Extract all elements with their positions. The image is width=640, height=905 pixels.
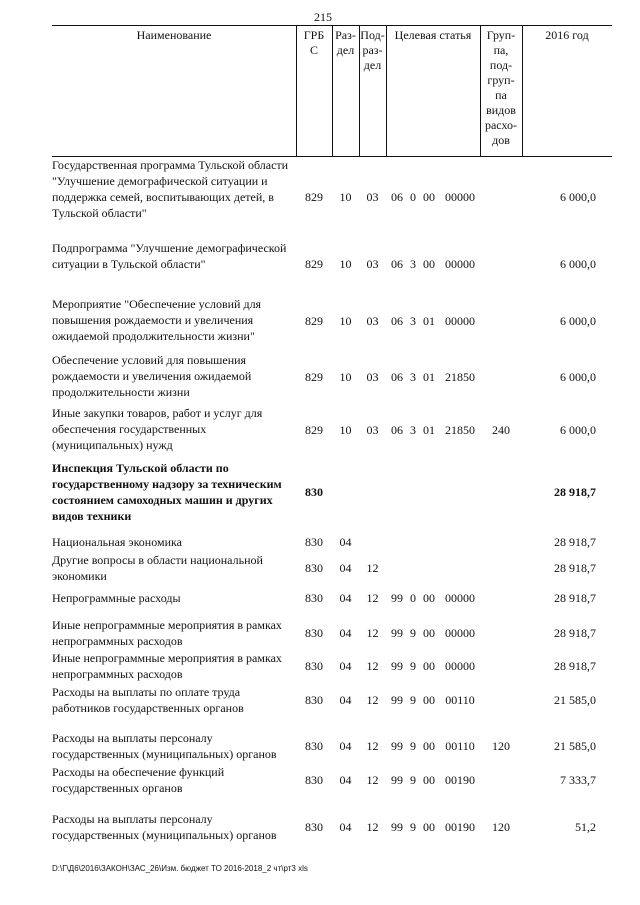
row-amount: 28 918,7 <box>554 591 596 605</box>
row-target-direction: 00000 <box>445 659 475 673</box>
row-grbs: 830 <box>305 820 323 834</box>
table-row <box>52 617 612 649</box>
row-target-program: 06 <box>391 370 403 384</box>
row-amount: 6 000,0 <box>560 370 596 384</box>
row-target-subprogram: 3 <box>410 314 416 328</box>
row-podrazdel: 12 <box>366 659 379 673</box>
row-target-subprogram: 3 <box>410 423 416 437</box>
row-expense-group: 120 <box>492 739 510 753</box>
row-grbs: 830 <box>305 773 323 787</box>
row-grbs: 829 <box>305 370 323 384</box>
row-target-event: 00 <box>423 257 435 271</box>
table-row <box>52 730 612 762</box>
row-target-event: 00 <box>423 773 435 787</box>
row-podrazdel: 12 <box>366 773 379 787</box>
row-podrazdel: 03 <box>366 314 379 328</box>
row-target-event: 01 <box>423 370 435 384</box>
table-header <box>52 25 612 157</box>
row-target-program: 99 <box>391 626 403 640</box>
row-target-direction: 00190 <box>445 820 475 834</box>
row-razdel: 04 <box>339 659 352 673</box>
row-grbs: 830 <box>305 693 323 707</box>
row-amount: 6 000,0 <box>560 257 596 271</box>
table-row <box>52 296 612 346</box>
table-row <box>52 590 612 606</box>
row-target-event: 01 <box>423 314 435 328</box>
budget-table <box>52 25 612 157</box>
row-target-program: 06 <box>391 257 403 271</box>
row-razdel: 10 <box>339 370 352 384</box>
row-target-subprogram: 9 <box>410 820 416 834</box>
row-grbs: 829 <box>305 314 323 328</box>
table-row <box>52 460 612 524</box>
row-grbs: 830 <box>305 739 323 753</box>
row-grbs: 830 <box>305 561 323 575</box>
row-amount: 21 585,0 <box>554 739 596 753</box>
row-amount: 6 000,0 <box>560 190 596 204</box>
row-name: Другие вопросы в области национальной экономики <box>52 553 263 583</box>
row-grbs: 829 <box>305 257 323 271</box>
row-amount: 51,2 <box>575 820 596 834</box>
row-name: Непрограммные расходы <box>52 591 181 605</box>
row-target-subprogram: 9 <box>410 659 416 673</box>
footer-file-path: D:\Г\Д6\2016\ЗАКОН\ЗАС_26\Изм. бюджет ТО 2016-2018_2 чт\рт3 xls <box>52 864 308 873</box>
row-target-direction: 00000 <box>445 591 475 605</box>
row-name: Расходы на обеспечение функций государственных органов <box>52 765 225 795</box>
row-target-direction: 21850 <box>445 423 475 437</box>
row-amount: 6 000,0 <box>560 314 596 328</box>
row-amount: 28 918,7 <box>554 485 596 499</box>
row-podrazdel: 12 <box>366 591 379 605</box>
row-amount: 6 000,0 <box>560 423 596 437</box>
row-amount: 28 918,7 <box>554 561 596 575</box>
row-podrazdel: 12 <box>366 561 379 575</box>
row-target-program: 06 <box>391 423 403 437</box>
header-target-article: Целевая статья <box>394 28 472 42</box>
row-target-direction: 00190 <box>445 773 475 787</box>
row-target-program: 99 <box>391 591 403 605</box>
row-target-program: 99 <box>391 739 403 753</box>
row-grbs: 829 <box>305 423 323 437</box>
row-podrazdel: 03 <box>366 190 379 204</box>
row-grbs: 829 <box>305 190 323 204</box>
row-grbs: 830 <box>305 485 323 499</box>
row-target-program: 99 <box>391 693 403 707</box>
row-podrazdel: 03 <box>366 370 379 384</box>
row-target-event: 00 <box>423 739 435 753</box>
row-podrazdel: 03 <box>366 257 379 271</box>
header-expense-group: Груп- па, под- груп- па видов расхо- дов <box>484 28 518 147</box>
row-razdel: 10 <box>339 190 352 204</box>
row-name: Иные непрограммные мероприятия в рамках непрограммных расходов <box>52 651 282 681</box>
row-target-event: 00 <box>423 820 435 834</box>
header-year: 2016 год <box>545 28 589 42</box>
row-razdel: 04 <box>339 591 352 605</box>
row-target-program: 99 <box>391 659 403 673</box>
row-name: Подпрограмма "Улучшение демографической ситуации в Тульской области" <box>52 241 287 271</box>
row-name: Инспекция Тульской области по государственному надзору за техническим состоянием самоходных машин и других видов техники <box>52 461 282 523</box>
table-row <box>52 684 612 716</box>
row-amount: 28 918,7 <box>554 535 596 549</box>
row-target-event: 00 <box>423 659 435 673</box>
row-podrazdel: 12 <box>366 626 379 640</box>
row-podrazdel: 12 <box>366 739 379 753</box>
row-razdel: 04 <box>339 561 352 575</box>
row-podrazdel: 12 <box>366 820 379 834</box>
row-target-direction: 00000 <box>445 626 475 640</box>
row-target-program: 99 <box>391 820 403 834</box>
row-target-direction: 21850 <box>445 370 475 384</box>
table-row <box>52 650 612 682</box>
row-razdel: 10 <box>339 314 352 328</box>
row-target-subprogram: 0 <box>410 591 416 605</box>
row-target-direction: 00110 <box>445 739 475 753</box>
row-target-subprogram: 9 <box>410 739 416 753</box>
row-razdel: 04 <box>339 693 352 707</box>
row-target-event: 00 <box>423 591 435 605</box>
row-target-subprogram: 9 <box>410 626 416 640</box>
row-name: Обеспечение условий для повышения рождаемости и увеличения ожидаемой продолжительности жизни <box>52 353 252 399</box>
row-target-direction: 00000 <box>445 314 475 328</box>
header-name: Наименование <box>136 28 212 42</box>
row-target-direction: 00110 <box>445 693 475 707</box>
row-name: Государственная программа Тульской области "Улучшение демографической ситуации и поддержка семей, воспитывающих детей, в Тульской области" <box>52 158 289 220</box>
row-target-direction: 00000 <box>445 190 475 204</box>
row-razdel: 04 <box>339 535 352 549</box>
row-razdel: 04 <box>339 820 352 834</box>
row-target-program: 99 <box>391 773 403 787</box>
row-amount: 7 333,7 <box>560 773 596 787</box>
row-razdel: 10 <box>339 423 352 437</box>
page-number: 215 <box>314 10 332 24</box>
header-razdel: Раз- дел <box>335 28 356 57</box>
table-row <box>52 240 612 288</box>
row-razdel: 10 <box>339 257 352 271</box>
row-target-subprogram: 9 <box>410 693 416 707</box>
table-row <box>52 352 612 402</box>
row-name: Расходы на выплаты персоналу государственных (муниципальных) органов <box>52 812 277 842</box>
table-row <box>52 764 612 796</box>
row-target-event: 00 <box>423 693 435 707</box>
row-target-direction: 00000 <box>445 257 475 271</box>
row-name: Иные непрограммные мероприятия в рамках непрограммных расходов <box>52 618 282 648</box>
row-amount: 28 918,7 <box>554 659 596 673</box>
row-razdel: 04 <box>339 626 352 640</box>
row-grbs: 830 <box>305 535 323 549</box>
row-target-subprogram: 3 <box>410 370 416 384</box>
row-name: Национальная экономика <box>52 535 182 549</box>
row-podrazdel: 12 <box>366 693 379 707</box>
row-razdel: 04 <box>339 739 352 753</box>
table-row <box>52 157 612 237</box>
row-target-event: 00 <box>423 190 435 204</box>
table-row <box>52 552 612 584</box>
row-amount: 21 585,0 <box>554 693 596 707</box>
row-target-event: 00 <box>423 626 435 640</box>
row-name: Расходы на выплаты персоналу государственных (муниципальных) органов <box>52 731 277 761</box>
row-podrazdel: 03 <box>366 423 379 437</box>
row-grbs: 830 <box>305 659 323 673</box>
row-name: Иные закупки товаров, работ и услуг для обеспечения государственных (муниципальных) нужд <box>52 406 263 452</box>
row-target-event: 01 <box>423 423 435 437</box>
row-amount: 28 918,7 <box>554 626 596 640</box>
row-razdel: 04 <box>339 773 352 787</box>
header-podrazdel: Под- раз- дел <box>360 28 385 72</box>
header-grbs: ГРБ С <box>303 28 325 57</box>
row-target-program: 06 <box>391 314 403 328</box>
row-expense-group: 120 <box>492 820 510 834</box>
row-target-subprogram: 9 <box>410 773 416 787</box>
row-target-program: 06 <box>391 190 403 204</box>
row-name: Мероприятие "Обеспечение условий для повышения рождаемости и увеличения ожидаемой продолжительности жизни" <box>52 297 262 343</box>
row-grbs: 830 <box>305 626 323 640</box>
row-name: Расходы на выплаты по оплате труда работников государственных органов <box>52 685 244 715</box>
row-expense-group: 240 <box>492 423 510 437</box>
table-row <box>52 811 612 843</box>
table-row <box>52 405 612 455</box>
table-row <box>52 534 612 550</box>
row-grbs: 830 <box>305 591 323 605</box>
row-target-subprogram: 3 <box>410 257 416 271</box>
row-target-subprogram: 0 <box>410 190 416 204</box>
